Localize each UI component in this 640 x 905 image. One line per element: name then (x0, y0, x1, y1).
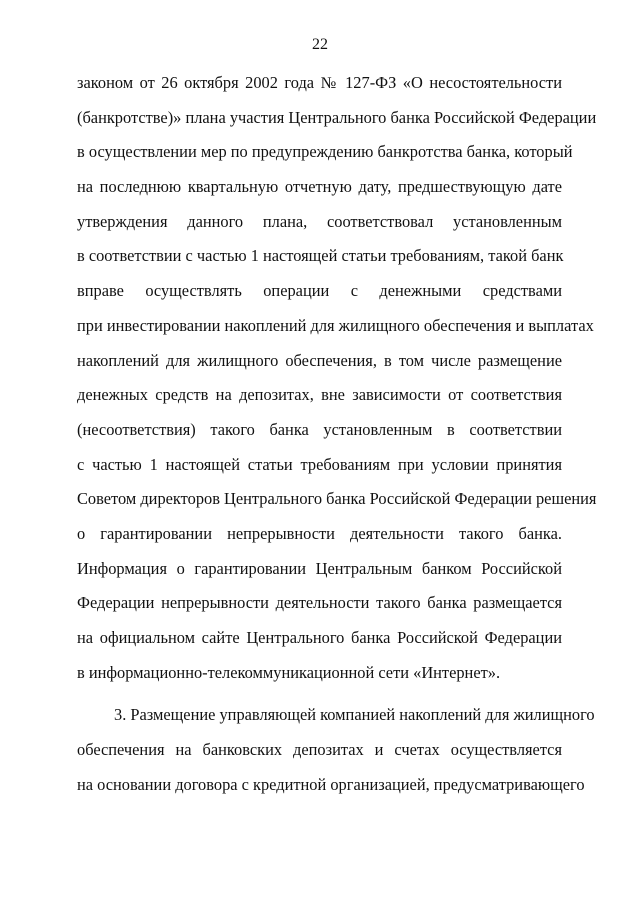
text-line: обеспечения на банковских депозитах и счетах осуществляется (77, 740, 562, 760)
text-line: с частью 1 настоящей статьи требованиям при условии принятия (77, 454, 562, 474)
document-body (77, 66, 597, 802)
text-line: на официальном сайте Центрального банка Российской Федерации (77, 628, 562, 647)
text-line: на последнюю квартальную отчетную дату, предшествующую дате (77, 177, 562, 197)
text-line: (банкротстве)» плана участия Центрального банка Российской Федерации (77, 107, 597, 127)
paragraph-gap (77, 690, 562, 698)
text-line: денежных средств на депозитах, вне зависимости от соответствия (77, 385, 562, 405)
text-line: Советом директоров Центрального банка Российской Федерации решения (77, 489, 597, 509)
text-line: утверждения данного плана, соответствовал установленным (77, 211, 562, 231)
text-line: (несоответствия) такого банка установленным в соответствии (77, 419, 562, 439)
text-line: законом от 26 октября 2002 года № 127-ФЗ «О несостоятельности (77, 73, 562, 92)
text-line: Информация о гарантировании Центральным банком Российской (77, 558, 562, 578)
text-line: вправе осуществлять операции с денежными средствами (77, 281, 562, 301)
text-line: о гарантировании непрерывности деятельности такого банка. (77, 523, 562, 543)
paragraph-item-3 (77, 698, 595, 802)
paragraph-continuation (77, 66, 597, 690)
page-number: 22 (312, 36, 328, 53)
text-line: в соответствии с частью 1 настоящей статьи требованиям, такой банк (77, 246, 564, 266)
text-line: при инвестировании накоплений для жилищного обеспечения и выплатах (77, 315, 594, 335)
text-line: 3. Размещение управляющей компанией накоплений для жилищного (114, 705, 595, 725)
text-line: Федерации непрерывности деятельности такого банка размещается (77, 593, 562, 613)
text-line: накоплений для жилищного обеспечения, в том числе размещение (77, 350, 562, 370)
text-line: в информационно-телекоммуникационной сети «Интернет». (77, 662, 501, 682)
text-line: в осуществлении мер по предупреждению банкротства банка, который (77, 142, 573, 162)
text-line: на основании договора с кредитной организацией, предусматривающего (77, 774, 585, 794)
